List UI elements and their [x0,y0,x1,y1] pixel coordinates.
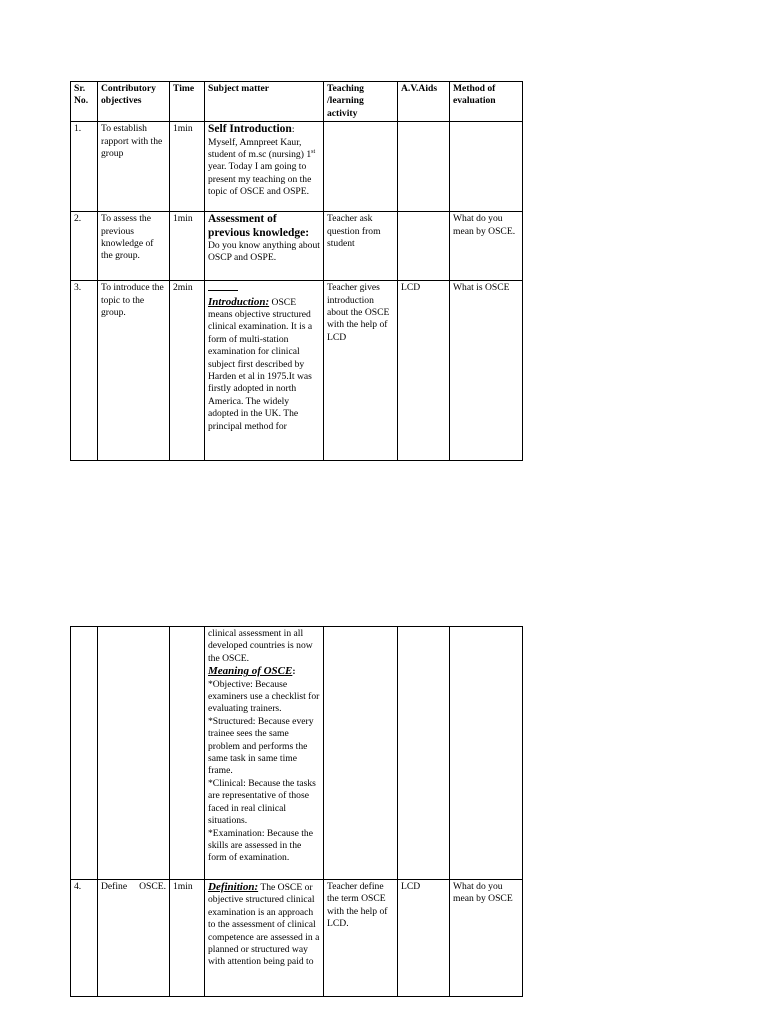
row3-subject-heading: Introduction: [208,295,270,308]
meaning-item: *Structured: Because every trainee sees the same problem and performs the same task in same time frame. [208,715,314,777]
table-row [71,281,523,461]
row1-time: 1min [170,122,205,212]
cont-time [170,627,205,880]
row3-subject-text: OSCE means objective structured clinical examination. It is a form of multi-station examination for clinical subject first described by Harden et al in 1975.It was firstly adopted in north America. The widely adopted in the UK. The principal method for [208,296,313,432]
header-sr: Sr. No. [71,82,98,122]
meaning-item: *Examination: Because the skills are assessed in the form of examination. [208,827,313,864]
row2-evaluation: What do you mean by OSCE. [450,212,523,281]
table-row [71,880,523,997]
row3-evaluation: What is OSCE [450,281,523,461]
row2-aids [398,212,450,281]
cont-evaluation [450,627,523,880]
meaning-item: *Clinical: Because the tasks are representative of those faced in real clinical situations. [208,777,316,827]
header-row [71,82,523,122]
table-row [71,627,523,880]
row1-sr: 1. [71,122,98,212]
header-time: Time [170,82,205,122]
row4-subject-heading: Definition: [208,881,259,893]
meaning-heading: Meaning of OSCE [208,665,293,678]
blank-rule-divider [208,282,238,291]
cont-subject [205,627,324,880]
row1-subject-sup: st [311,148,316,155]
row4-subject-text: The OSCE or objective structured clinical examination is an approach to the assessment of clinical competence are assessed in a planned or structured way with attention being paid to [208,882,320,968]
table-row [71,212,523,281]
row1-subject-text: Myself, Amnpreet Kaur, student of m.sc (nursing) 1 [208,136,312,161]
row2-subject-heading: Assessment of previous knowledge: [208,213,310,239]
row4-subject [205,880,324,997]
row1-subject: Self Introduction: Myself, Amnpreet Kaur, student of m.sc (nursing) 1st year. Today I am going to present my teaching on the topic of OSCE and OSPE. [205,122,324,212]
row1-evaluation [450,122,523,212]
row3-aids: LCD [398,281,450,461]
row2-subject-text: Do you know anything about OSCP and OSPE. [208,240,320,264]
meaning-item: *Objective: Because examiners use a checklist for evaluating trainers. [208,678,320,715]
row3-teaching: Teacher gives introduction about the OSCE with the help of LCD [324,281,398,461]
lesson-plan-table-page2 [70,626,523,997]
cont-objective [98,627,170,880]
row4-sr: 4. [71,880,98,997]
row1-subject-text2: year. Today I am going to present my teaching on the topic of OSCE and OSPE. [208,161,312,198]
cont-sr [71,627,98,880]
header-aids: A.V.Aids [398,82,450,122]
row1-teaching [324,122,398,212]
row2-objective: To assess the previous knowledge of the group. [98,212,170,281]
row4-time: 1min [170,880,205,997]
table-row [71,122,523,212]
row4-evaluation: What do you mean by OSCE [450,880,523,997]
header-evaluation: Method of evaluation [450,82,523,122]
row2-time: 1min [170,212,205,281]
header-subject: Subject matter [205,82,324,122]
row1-aids [398,122,450,212]
intro-continuation: clinical assessment in all developed countries is now the OSCE. [208,628,313,664]
cont-aids [398,627,450,880]
row3-objective: To introduce the topic to the group. [98,281,170,461]
row4-teaching: Teacher define the term OSCE with the help of LCD. [324,880,398,997]
cont-teaching [324,627,398,880]
row3-subject [205,281,324,461]
row1-subject-heading: Self Introduction [208,123,292,136]
row2-teaching: Teacher ask question from student [324,212,398,281]
lesson-plan-table-page1 [70,81,523,461]
row2-sr: 2. [71,212,98,281]
row2-subject [205,212,324,281]
meaning-heading-line: Meaning of OSCE: [208,665,296,678]
header-teaching: Teaching /learning activity [324,82,398,122]
row4-objective: Define OSCE. [98,880,170,997]
header-objectives: Contributory objectives [98,82,170,122]
row1-objective: To establish rapport with the group [98,122,170,212]
row3-time: 2min [170,281,205,461]
row4-aids: LCD [398,880,450,997]
row3-sr: 3. [71,281,98,461]
